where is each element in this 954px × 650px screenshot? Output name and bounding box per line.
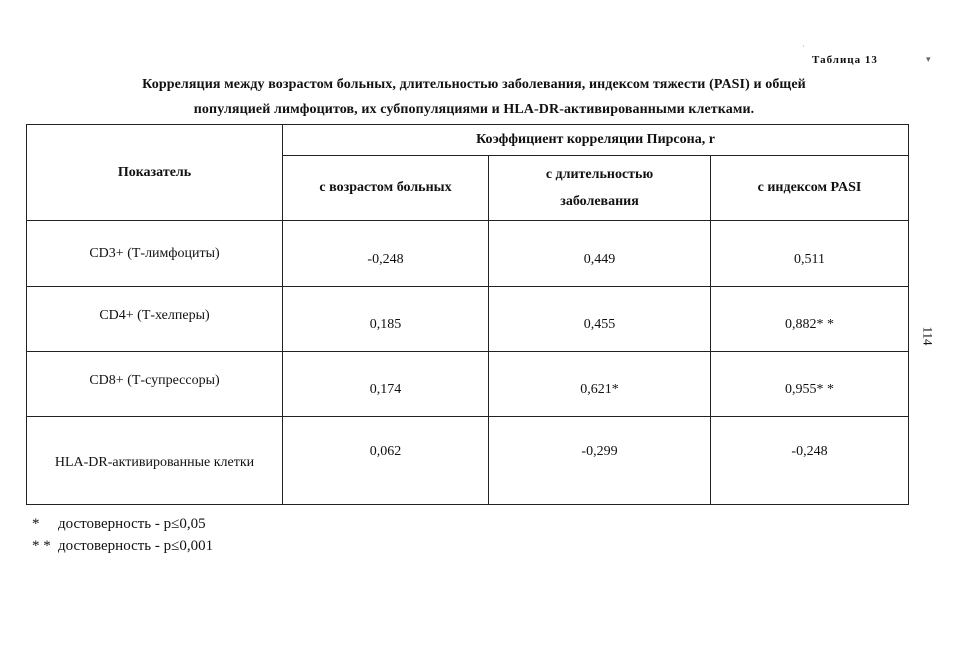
header-col-age: с возрастом больных	[283, 156, 489, 221]
footnote-2	[32, 535, 213, 557]
table-number-label: Таблица 13	[812, 54, 878, 66]
row-label-hla-dr: HLA-DR-активированные клетки	[27, 417, 283, 505]
row-label-cd3: CD3+ (Т-лимфоциты)	[27, 221, 283, 287]
table-row	[27, 221, 909, 287]
header-col-duration	[489, 156, 711, 221]
header-pearson-group: Коэффициент корреляции Пирсона, r	[283, 125, 909, 156]
cell-hla-dr-pasi: -0,248	[711, 417, 909, 505]
cell-hla-dr-age: 0,062	[283, 417, 489, 505]
cell-cd4-duration: 0,455	[489, 287, 711, 352]
cell-cd3-duration: 0,449	[489, 221, 711, 287]
header-col-duration-line-1: с длительностью	[545, 167, 654, 182]
correlation-table	[26, 124, 909, 505]
footnote-1-symbol: *	[32, 516, 40, 532]
row-label-cd8: CD8+ (Т-супрессоры)	[27, 352, 283, 417]
header-col-duration-line-2: заболевания	[560, 194, 639, 209]
table-row	[27, 417, 909, 505]
footnote-1-text: достоверность - p≤0,05	[58, 516, 206, 532]
scan-mark: ▾	[926, 54, 931, 64]
footnote-2-symbol: * *	[32, 538, 51, 554]
footnotes	[32, 513, 213, 557]
footnote-1	[32, 513, 213, 535]
caption-line-2: популяцией лимфоцитов, их субпопуляциями и HLA-DR-активированными клетками.	[193, 102, 755, 117]
header-col-pasi: с индексом PASI	[711, 156, 909, 221]
cell-cd3-age: -0,248	[283, 221, 489, 287]
cell-cd4-pasi: 0,882* *	[711, 287, 909, 352]
cell-cd8-age: 0,174	[283, 352, 489, 417]
page-number: 114	[920, 326, 936, 346]
caption-line-1: Корреляция между возрастом больных, длительностью заболевания, индексом тяжести (PASI) и общей	[142, 77, 806, 92]
table-row	[27, 352, 909, 417]
cell-cd8-pasi: 0,955* *	[711, 352, 909, 417]
cell-cd4-age: 0,185	[283, 287, 489, 352]
header-row-1	[27, 125, 909, 156]
cell-cd8-duration: 0,621*	[489, 352, 711, 417]
row-label-cd4: CD4+ (Т-хелперы)	[27, 287, 283, 352]
table-caption	[40, 72, 908, 122]
header-indicator: Показатель	[27, 125, 283, 221]
footnote-2-text: достоверность - p≤0,001	[58, 538, 214, 554]
cell-cd3-pasi: 0,511	[711, 221, 909, 287]
cell-hla-dr-duration: -0,299	[489, 417, 711, 505]
scan-speck: ·	[802, 42, 805, 51]
table-row	[27, 287, 909, 352]
